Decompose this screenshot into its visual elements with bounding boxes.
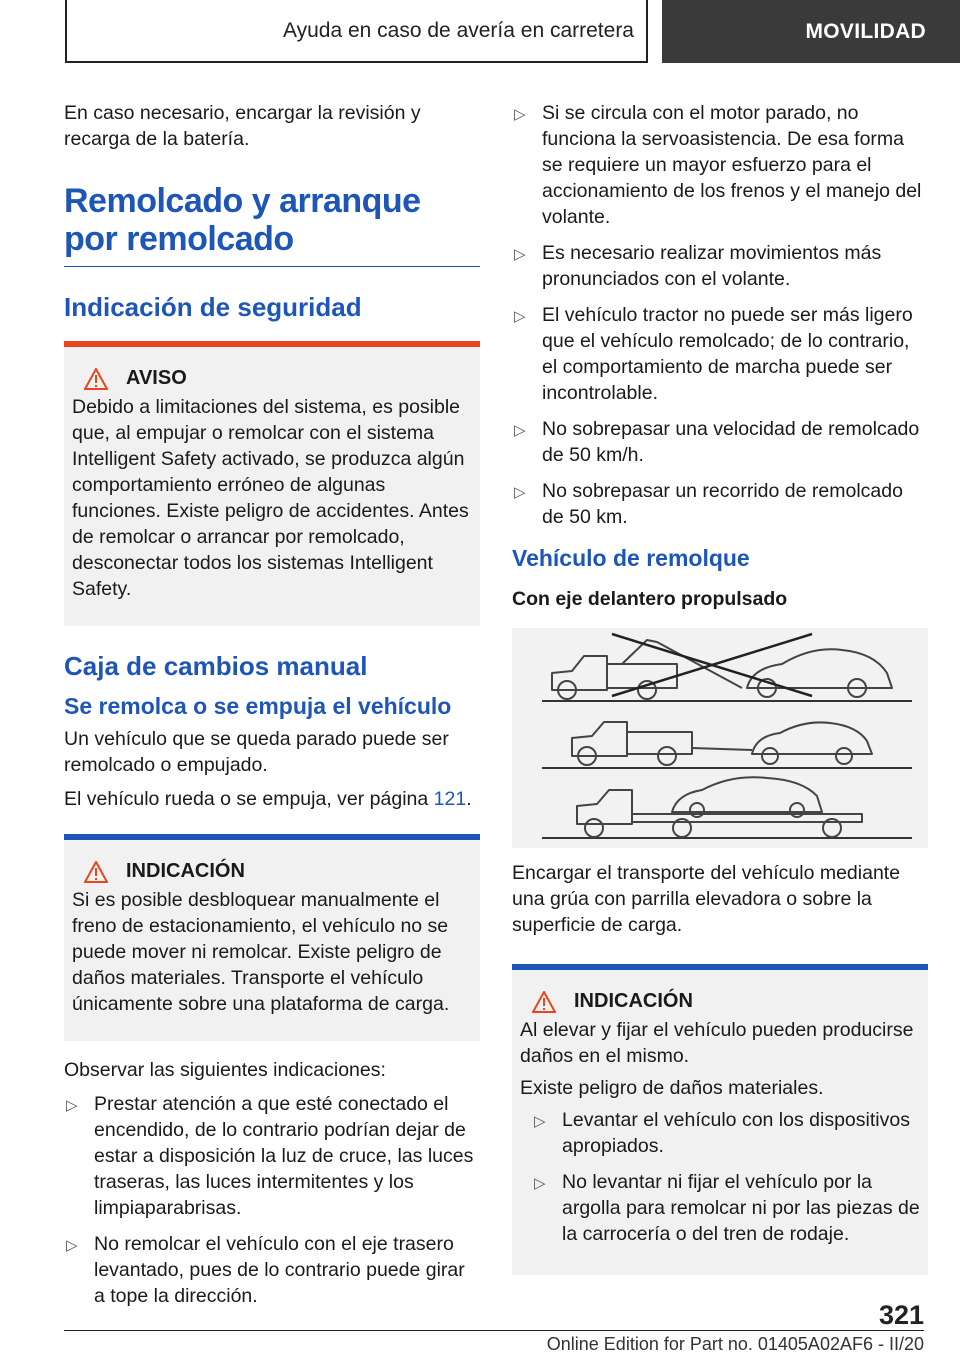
notice-title-right [520, 990, 920, 1013]
list-item [512, 416, 928, 468]
intro-paragraph: En caso necesario, encargar la revisión y recarga de la batería. [64, 102, 421, 150]
triangle-bullet-icon: ▷ [514, 422, 526, 439]
warning-title [72, 367, 472, 390]
notice-title-text: INDICACIÓN [126, 860, 245, 882]
warning-text: Debido a limitaciones del sistema, es posible que, al empujar o remolcar con el sistema Intelligent Safety activado, se produzca algún comportamiento erróneo de algunas funciones. Existe peligro de accidentes. Antes de remolcar o arrancar por remolcado, desconectar todos los sistemas Intelligent Safety. [72, 396, 469, 600]
list-item-text: Levantar el vehículo con los dispositivos apropiados. [562, 1109, 910, 1157]
towing-methods-illustration [512, 628, 928, 848]
list-item-text: Si se circula con el motor parado, no funciona la servoasistencia. De esa forma se requiere un mayor esfuerzo para el accionamiento de los frenos y el manejo del volante. [542, 102, 922, 228]
header-section-title [65, 0, 648, 63]
triangle-bullet-icon: ▷ [514, 308, 526, 325]
tow-paragraph-1: Un vehículo que se queda parado puede ser remolcado o empujado. [64, 728, 449, 776]
list-item-text: No remolcar el vehículo con el eje trasero levantado, pues de lo contrario puede girar a tope la dirección. [94, 1233, 465, 1307]
notice-bullet-list [520, 1107, 920, 1247]
warning-triangle-icon [84, 368, 108, 390]
tow-paragraph-2-text: El vehículo rueda o se empuja, ver página [64, 788, 434, 810]
notice-text-right-2: Existe peligro de daños materiales. [520, 1077, 824, 1099]
list-item-text: El vehículo tractor no puede ser más ligero que el vehículo remolcado; de lo contrario, el comportamiento de marcha puede ser incontrolable. [542, 304, 913, 404]
header-chapter-tab [662, 0, 960, 63]
observe-paragraph: Observar las siguientes indicaciones: [64, 1059, 386, 1081]
tow-push-heading: Se remolca o se empuja el vehículo [64, 693, 452, 719]
list-item-text: Prestar atención a que esté conectado el encendido, de lo contrario podrían dejar de estar a disposición la luz de cruce, las luces traseras, las luces intermitentes y los limpiaparabrisas. [94, 1093, 474, 1219]
warning-box [64, 341, 480, 626]
list-item [64, 1231, 480, 1309]
list-item [512, 240, 928, 292]
transport-caption: Encargar el transporte del vehículo mediante una grúa con parrilla elevadora o sobre la superficie de carga. [512, 862, 901, 936]
triangle-bullet-icon: ▷ [534, 1113, 546, 1130]
warning-title-text: AVISO [126, 367, 187, 389]
list-item [520, 1107, 920, 1159]
right-column [512, 100, 928, 1291]
footer-divider [64, 1330, 924, 1331]
notice-box-left [64, 834, 480, 1041]
tow-paragraph-2 [64, 786, 480, 812]
right-bullet-list [512, 100, 928, 530]
list-item [512, 478, 928, 530]
list-item-text: No levantar ni fijar el vehículo por la argolla para remolcar ni por las piezas de la carrocería o del tren de rodaje. [562, 1171, 920, 1245]
chapter-title-text: MOVILIDAD [805, 19, 926, 43]
warning-triangle-icon [532, 991, 556, 1013]
list-item-text: No sobrepasar una velocidad de remolcado de 50 km/h. [542, 418, 920, 466]
list-item-text: Es necesario realizar movimientos más pronunciados con el volante. [542, 242, 882, 290]
triangle-bullet-icon: ▷ [66, 1097, 78, 1114]
list-item [512, 302, 928, 406]
section-title-text: Ayuda en caso de avería en carretera [282, 18, 634, 42]
notice-title-left [72, 860, 472, 883]
edition-footer: Online Edition for Part no. 01405A02AF6 - II/20 [546, 1334, 924, 1354]
notice-text-left: Si es posible desbloquear manualmente el freno de estacionamiento, el vehículo no se puede mover ni remolcar. Existe peligro de daños materiales. Transporte el vehículo únicamente sobre una plataforma de carga. [72, 889, 450, 1015]
main-heading: Remolcado y arranque por remolcado [64, 182, 480, 267]
front-axle-heading: Con eje delantero propulsado [512, 588, 788, 610]
triangle-bullet-icon: ▷ [514, 106, 526, 123]
triangle-bullet-icon: ▷ [534, 1175, 546, 1192]
tow-vehicle-heading: Vehículo de remolque [512, 545, 750, 571]
page-number: 321 [878, 1300, 924, 1330]
list-item [512, 100, 928, 230]
notice-box-right [512, 964, 928, 1275]
triangle-bullet-icon: ▷ [66, 1237, 78, 1254]
list-item [64, 1091, 480, 1221]
safety-heading: Indicación de seguridad [64, 292, 362, 322]
towing-illustration [512, 628, 928, 848]
manual-gearbox-heading: Caja de cambios manual [64, 651, 368, 681]
left-column [64, 100, 480, 1319]
warning-triangle-icon [84, 861, 108, 883]
notice-text-right-1: Al elevar y fijar el vehículo pueden producirse daños en el mismo. [520, 1019, 914, 1067]
triangle-bullet-icon: ▷ [514, 246, 526, 263]
notice-title-text: INDICACIÓN [574, 990, 693, 1012]
list-item [520, 1169, 920, 1247]
triangle-bullet-icon: ▷ [514, 484, 526, 501]
list-item-text: No sobrepasar un recorrido de remolcado de 50 km. [542, 480, 903, 528]
page-reference-link[interactable]: 121 [433, 788, 467, 810]
left-bullet-list [64, 1091, 480, 1309]
tow-paragraph-2-end: . [466, 788, 472, 810]
